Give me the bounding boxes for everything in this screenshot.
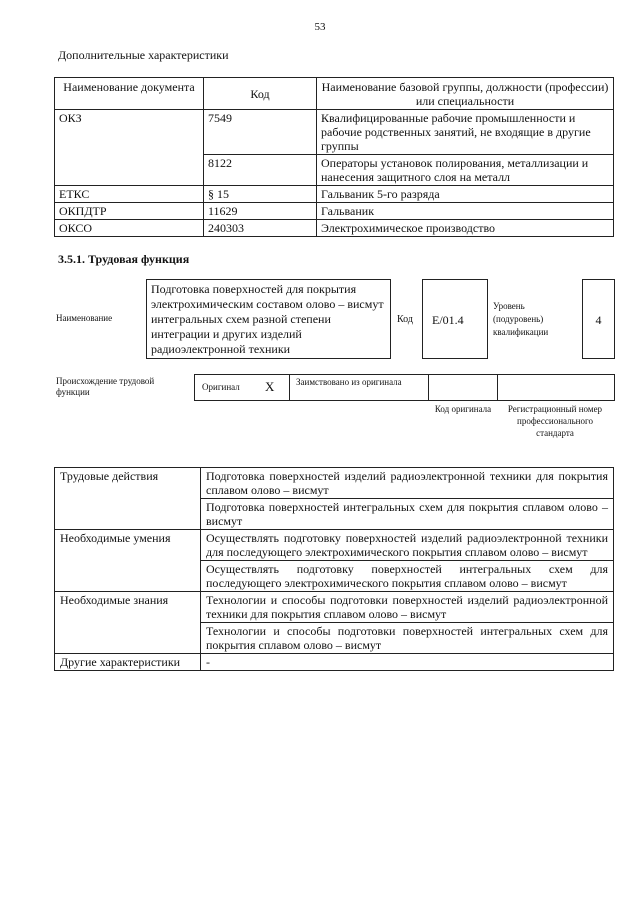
original-label: Оригинал: [202, 382, 240, 392]
code-etks: § 15: [204, 186, 317, 203]
knowledge-label: Необходимые знания: [55, 592, 201, 654]
knowledge-item: Технологии и способы подготовки поверхностей интегральных схем для покрытия сплавом олово – висмут: [201, 623, 614, 654]
origin-label: Происхождение трудовой функции: [56, 376, 155, 397]
function-name-box: Подготовка поверхностей для покрытия электрохимическим составом олово – висмут интегральных схем разной степени интеграции и других изделий радиоэлектронной техники: [146, 279, 391, 359]
code-okz-1: 7549: [204, 110, 317, 155]
action-item: Подготовка поверхностей изделий радиоэлектронной техники для покрытия сплавом олово – висмут: [201, 468, 614, 499]
original-cell: [194, 374, 290, 401]
table-row: [55, 654, 614, 671]
header-document-name: Наименование документа: [55, 78, 204, 110]
other-value: -: [201, 654, 614, 671]
table-row: [55, 530, 614, 561]
knowledge-item: Технологии и способы подготовки поверхностей изделий радиоэлектронной техники для покрытия сплавом олово – висмут: [201, 592, 614, 623]
doc-etks: ЕТКС: [55, 186, 204, 203]
function-code-box: E/01.4: [422, 279, 488, 359]
reg-number-label: Регистрационный номер профессионального стандарта: [507, 404, 603, 438]
table-row: [55, 468, 614, 499]
table-row: [55, 203, 614, 220]
header-group-name: Наименование базовой группы, должности (профессии) или специальности: [317, 78, 614, 110]
doc-okz: ОКЗ: [55, 110, 204, 186]
borrowed-label: Заимствовано из оригинала: [296, 377, 402, 387]
code-label: Код: [397, 314, 413, 325]
labor-function-title: 3.5.1. Трудовая функция: [58, 252, 190, 266]
name-okz-2: Операторы установок полирования, металлизации и нанесения защитного слоя на металл: [317, 155, 614, 186]
action-item: Подготовка поверхностей интегральных схем для покрытия сплавом олово – висмут: [201, 499, 614, 530]
code-original-label: Код оригинала: [434, 404, 492, 414]
reg-number-cell: [497, 374, 615, 401]
skills-label: Необходимые умения: [55, 530, 201, 592]
code-okz-2: 8122: [204, 155, 317, 186]
name-label: Наименование: [56, 313, 113, 323]
labor-details-table: [54, 467, 614, 671]
code-okpdtr: 11629: [204, 203, 317, 220]
table-row: [55, 110, 614, 155]
header-code: Код: [204, 78, 317, 110]
page-number: 53: [314, 21, 326, 33]
additional-characteristics-table: [54, 77, 614, 237]
original-code-cell: [428, 374, 498, 401]
borrowed-cell: [289, 374, 429, 401]
table-row: [55, 592, 614, 623]
name-etks: Гальваник 5-го разряда: [317, 186, 614, 203]
table-row: [55, 220, 614, 237]
other-label: Другие характеристики: [55, 654, 201, 671]
doc-okpdtr: ОКПДТР: [55, 203, 204, 220]
table-header-row: [55, 78, 614, 110]
skill-item: Осуществлять подготовку поверхностей изделий радиоэлектронной техники для последующего электрохимического покрытия сплавом олово – висмут: [201, 530, 614, 561]
level-value-box: 4: [582, 279, 615, 359]
name-okpdtr: Гальваник: [317, 203, 614, 220]
name-okz-1: Квалифицированные рабочие промышленности и рабочие родственных занятий, не входящие в другие группы: [317, 110, 614, 155]
doc-okso: ОКСО: [55, 220, 204, 237]
level-label: Уровень (подуровень) квалификации: [493, 301, 549, 337]
code-okso: 240303: [204, 220, 317, 237]
table-row: [55, 186, 614, 203]
skill-item: Осуществлять подготовку поверхностей интегральных схем для последующего электрохимического покрытия сплавом олово – висмут: [201, 561, 614, 592]
name-okso: Электрохимическое производство: [317, 220, 614, 237]
actions-label: Трудовые действия: [55, 468, 201, 530]
additional-characteristics-title: Дополнительные характеристики: [58, 48, 229, 62]
original-mark: X: [265, 379, 275, 394]
